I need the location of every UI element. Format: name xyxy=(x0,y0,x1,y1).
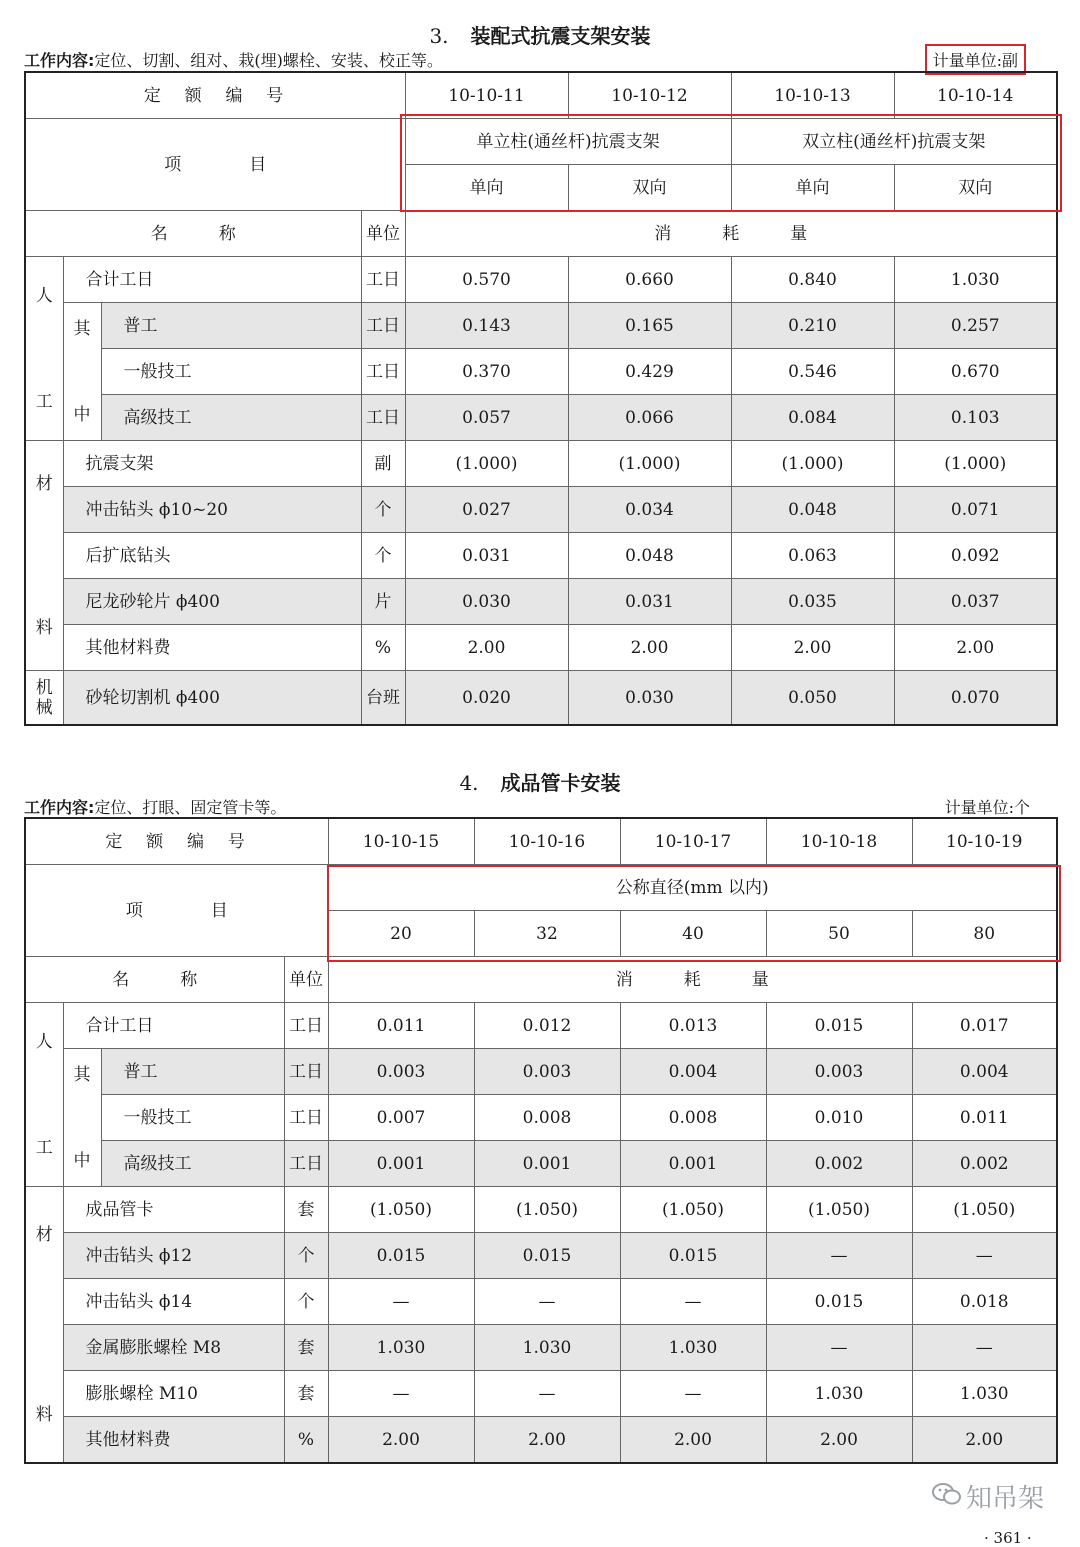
quota-code: 10-10-11 xyxy=(405,72,568,119)
row-value: 2.00 xyxy=(620,1417,766,1464)
row-value: 0.013 xyxy=(620,1003,766,1049)
quota-code: 10-10-18 xyxy=(766,818,912,865)
section3-work-label: 工作内容: xyxy=(24,51,95,70)
row-value: (1.000) xyxy=(731,441,894,487)
row-value: 0.001 xyxy=(620,1141,766,1187)
quota-code: 10-10-17 xyxy=(620,818,766,865)
row-value: 2.00 xyxy=(474,1417,620,1464)
table-row xyxy=(25,441,1057,487)
row-unit: 工日 xyxy=(284,1003,328,1049)
row-value: 0.035 xyxy=(731,579,894,625)
row-value: 0.210 xyxy=(731,303,894,349)
row-value: 0.429 xyxy=(568,349,731,395)
name-label: 名 称 xyxy=(25,211,361,257)
row-value: 2.00 xyxy=(912,1417,1057,1464)
item-sub: 20 xyxy=(328,911,474,957)
row-value: 0.015 xyxy=(620,1233,766,1279)
section3-title-text: 装配式抗震支架安装 xyxy=(470,24,651,48)
table-row xyxy=(25,579,1057,625)
row-unit: 台班 xyxy=(361,671,405,726)
row-value: (1.050) xyxy=(912,1187,1057,1233)
row-value: 0.008 xyxy=(474,1095,620,1141)
watermark-text: 知吊架 xyxy=(965,1484,1044,1514)
row-value: — xyxy=(912,1233,1057,1279)
row-value: — xyxy=(328,1279,474,1325)
row-name: 合计工日 xyxy=(63,257,361,303)
row-name: 高级技工 xyxy=(101,1141,284,1187)
row-value: 0.070 xyxy=(894,671,1057,726)
row-name: 其他材料费 xyxy=(63,1417,284,1464)
section4-info xyxy=(24,795,1056,818)
row-value: 0.057 xyxy=(405,395,568,441)
table-row xyxy=(25,395,1057,441)
section4-title-text: 成品管卡安装 xyxy=(500,771,621,795)
row-value: 0.050 xyxy=(731,671,894,726)
row-value: — xyxy=(766,1325,912,1371)
item-sub: 双向 xyxy=(568,165,731,211)
row-name: 砂轮切割机 ϕ400 xyxy=(63,671,361,726)
row-unit: 片 xyxy=(361,579,405,625)
row-value: 0.840 xyxy=(731,257,894,303)
row-value: 0.092 xyxy=(894,533,1057,579)
consume-label: 消 耗 量 xyxy=(405,211,1057,257)
row-value: 0.004 xyxy=(912,1049,1057,1095)
row-value: 0.037 xyxy=(894,579,1057,625)
quota-code: 10-10-16 xyxy=(474,818,620,865)
row-value: 2.00 xyxy=(405,625,568,671)
row-value: 0.008 xyxy=(620,1095,766,1141)
row-value: 2.00 xyxy=(731,625,894,671)
row-unit: 套 xyxy=(284,1187,328,1233)
section4-work-content: 定位、打眼、固定管卡等。 xyxy=(94,798,287,817)
row-name: 冲击钻头 ϕ14 xyxy=(63,1279,284,1325)
row-value: (1.050) xyxy=(766,1187,912,1233)
row-name: 一般技工 xyxy=(101,1095,284,1141)
row-value: 0.015 xyxy=(766,1003,912,1049)
table-row xyxy=(25,487,1057,533)
row-unit: % xyxy=(284,1417,328,1464)
section4-table xyxy=(24,817,1058,1464)
row-value: 0.002 xyxy=(912,1141,1057,1187)
table-row xyxy=(25,257,1057,303)
row-value: 2.00 xyxy=(766,1417,912,1464)
section4-unit: 计量单位:个 xyxy=(944,798,1030,817)
item-sub: 双向 xyxy=(894,165,1057,211)
row-name: 膨胀螺栓 M10 xyxy=(63,1371,284,1417)
section3-info xyxy=(24,48,1056,71)
quota-code: 10-10-14 xyxy=(894,72,1057,119)
code-label: 定 额 编 号 xyxy=(25,818,328,865)
row-value: 0.257 xyxy=(894,303,1057,349)
table-row xyxy=(25,1095,1057,1141)
row-unit: 工日 xyxy=(361,257,405,303)
row-name: 金属膨胀螺栓 M8 xyxy=(63,1325,284,1371)
row-unit: 套 xyxy=(284,1371,328,1417)
row-value: 0.001 xyxy=(474,1141,620,1187)
sub-category-of-which: 其 中 xyxy=(63,303,101,441)
row-value: 0.004 xyxy=(620,1049,766,1095)
row-unit: 工日 xyxy=(361,349,405,395)
row-value: 1.030 xyxy=(894,257,1057,303)
row-value: 0.002 xyxy=(766,1141,912,1187)
row-value: 2.00 xyxy=(328,1417,474,1464)
table-row xyxy=(25,303,1057,349)
row-value: 1.030 xyxy=(766,1371,912,1417)
table-row xyxy=(25,1049,1057,1095)
item-sub: 80 xyxy=(912,911,1057,957)
row-value: 2.00 xyxy=(568,625,731,671)
row-value: 0.670 xyxy=(894,349,1057,395)
unit-label: 单位 xyxy=(284,957,328,1003)
row-value: 0.066 xyxy=(568,395,731,441)
row-value: 1.030 xyxy=(474,1325,620,1371)
row-value: 2.00 xyxy=(894,625,1057,671)
row-unit: % xyxy=(361,625,405,671)
row-unit: 个 xyxy=(361,533,405,579)
table-row xyxy=(25,1233,1057,1279)
row-value: (1.050) xyxy=(328,1187,474,1233)
row-unit: 工日 xyxy=(284,1141,328,1187)
row-name: 普工 xyxy=(101,1049,284,1095)
row-value: 0.027 xyxy=(405,487,568,533)
row-value: (1.050) xyxy=(620,1187,766,1233)
row-value: 0.015 xyxy=(474,1233,620,1279)
row-value: 1.030 xyxy=(620,1325,766,1371)
category-material: 材 料 xyxy=(25,1187,63,1464)
sub-category-of-which: 其 中 xyxy=(63,1049,101,1187)
row-unit: 个 xyxy=(284,1233,328,1279)
table-row xyxy=(25,1141,1057,1187)
section4-number: 4. xyxy=(459,771,479,795)
row-value: 0.003 xyxy=(474,1049,620,1095)
row-value: 0.011 xyxy=(328,1003,474,1049)
row-value: 0.003 xyxy=(328,1049,474,1095)
row-name: 一般技工 xyxy=(101,349,361,395)
section3-number: 3. xyxy=(429,24,449,48)
category-machine: 机 械 xyxy=(25,671,63,726)
category-labor: 人 工 xyxy=(25,1003,63,1187)
row-value: 0.007 xyxy=(328,1095,474,1141)
section4-title xyxy=(0,767,1080,796)
row-value: 0.031 xyxy=(405,533,568,579)
row-name: 冲击钻头 ϕ10~20 xyxy=(63,487,361,533)
item-sub: 单向 xyxy=(405,165,568,211)
table-row xyxy=(25,625,1057,671)
row-value: 0.020 xyxy=(405,671,568,726)
row-value: 0.012 xyxy=(474,1003,620,1049)
wechat-icon xyxy=(932,1481,962,1514)
row-name: 普工 xyxy=(101,303,361,349)
category-labor: 人 工 xyxy=(25,257,63,441)
table-row xyxy=(25,671,1057,726)
row-name: 成品管卡 xyxy=(63,1187,284,1233)
row-value: 0.084 xyxy=(731,395,894,441)
item-group: 单立柱(通丝杆)抗震支架 xyxy=(405,119,731,165)
consume-label: 消 耗 量 xyxy=(328,957,1057,1003)
row-value: 0.030 xyxy=(568,671,731,726)
row-unit: 个 xyxy=(284,1279,328,1325)
row-value: 0.165 xyxy=(568,303,731,349)
quota-code: 10-10-12 xyxy=(568,72,731,119)
row-value: 0.031 xyxy=(568,579,731,625)
row-value: 0.015 xyxy=(328,1233,474,1279)
table-row xyxy=(25,349,1057,395)
row-name: 抗震支架 xyxy=(63,441,361,487)
row-value: 0.034 xyxy=(568,487,731,533)
row-value: 0.011 xyxy=(912,1095,1057,1141)
table-row xyxy=(25,1279,1057,1325)
row-value: — xyxy=(474,1371,620,1417)
section3-table xyxy=(24,71,1058,726)
row-value: (1.000) xyxy=(568,441,731,487)
table-row xyxy=(25,1003,1057,1049)
table-row xyxy=(25,1325,1057,1371)
row-value: 0.143 xyxy=(405,303,568,349)
row-value: (1.000) xyxy=(894,441,1057,487)
quota-code: 10-10-19 xyxy=(912,818,1057,865)
table-row xyxy=(25,1371,1057,1417)
row-value: (1.050) xyxy=(474,1187,620,1233)
row-unit: 工日 xyxy=(361,303,405,349)
row-value: 0.010 xyxy=(766,1095,912,1141)
quota-code: 10-10-13 xyxy=(731,72,894,119)
row-unit: 工日 xyxy=(284,1049,328,1095)
row-value: 0.017 xyxy=(912,1003,1057,1049)
row-value: 0.001 xyxy=(328,1141,474,1187)
item-label: 项 目 xyxy=(25,119,405,211)
row-unit: 工日 xyxy=(361,395,405,441)
row-value: 0.103 xyxy=(894,395,1057,441)
row-value: 0.030 xyxy=(405,579,568,625)
row-value: — xyxy=(912,1325,1057,1371)
row-name: 合计工日 xyxy=(63,1003,284,1049)
watermark xyxy=(932,1478,1044,1515)
row-value: 0.370 xyxy=(405,349,568,395)
row-value: — xyxy=(328,1371,474,1417)
item-group: 公称直径(mm 以内) xyxy=(328,865,1057,911)
row-value: 0.048 xyxy=(731,487,894,533)
row-value: 0.015 xyxy=(766,1279,912,1325)
row-value: — xyxy=(766,1233,912,1279)
row-value: 0.660 xyxy=(568,257,731,303)
row-name: 高级技工 xyxy=(101,395,361,441)
row-unit: 个 xyxy=(361,487,405,533)
row-value: 0.063 xyxy=(731,533,894,579)
row-value: (1.000) xyxy=(405,441,568,487)
row-value: — xyxy=(620,1371,766,1417)
row-unit: 工日 xyxy=(284,1095,328,1141)
unit-label: 单位 xyxy=(361,211,405,257)
row-value: 0.048 xyxy=(568,533,731,579)
row-name: 后扩底钻头 xyxy=(63,533,361,579)
table-row xyxy=(25,1187,1057,1233)
item-sub: 50 xyxy=(766,911,912,957)
row-name: 其他材料费 xyxy=(63,625,361,671)
item-label: 项 目 xyxy=(25,865,328,957)
row-value: 0.546 xyxy=(731,349,894,395)
table-row xyxy=(25,1417,1057,1464)
row-value: — xyxy=(474,1279,620,1325)
row-value: 0.018 xyxy=(912,1279,1057,1325)
row-value: 0.003 xyxy=(766,1049,912,1095)
row-value: 0.071 xyxy=(894,487,1057,533)
row-unit: 副 xyxy=(361,441,405,487)
item-sub: 单向 xyxy=(731,165,894,211)
item-sub: 40 xyxy=(620,911,766,957)
item-sub: 32 xyxy=(474,911,620,957)
row-name: 冲击钻头 ϕ12 xyxy=(63,1233,284,1279)
quota-code: 10-10-15 xyxy=(328,818,474,865)
section3-title xyxy=(0,20,1080,49)
section3-work-content: 定位、切割、组对、栽(埋)螺栓、安装、校正等。 xyxy=(94,51,443,70)
row-value: 0.570 xyxy=(405,257,568,303)
section3-unit: 计量单位:副 xyxy=(925,44,1026,75)
page-number: · 361 · xyxy=(984,1529,1032,1547)
row-unit: 套 xyxy=(284,1325,328,1371)
category-material: 材 料 xyxy=(25,441,63,671)
section4-work-label: 工作内容: xyxy=(24,798,95,817)
row-value: 1.030 xyxy=(328,1325,474,1371)
row-name: 尼龙砂轮片 ϕ400 xyxy=(63,579,361,625)
table-row xyxy=(25,533,1057,579)
row-value: 1.030 xyxy=(912,1371,1057,1417)
code-label: 定 额 编 号 xyxy=(25,72,405,119)
row-value: — xyxy=(620,1279,766,1325)
name-label: 名 称 xyxy=(25,957,284,1003)
item-group: 双立柱(通丝杆)抗震支架 xyxy=(731,119,1057,165)
